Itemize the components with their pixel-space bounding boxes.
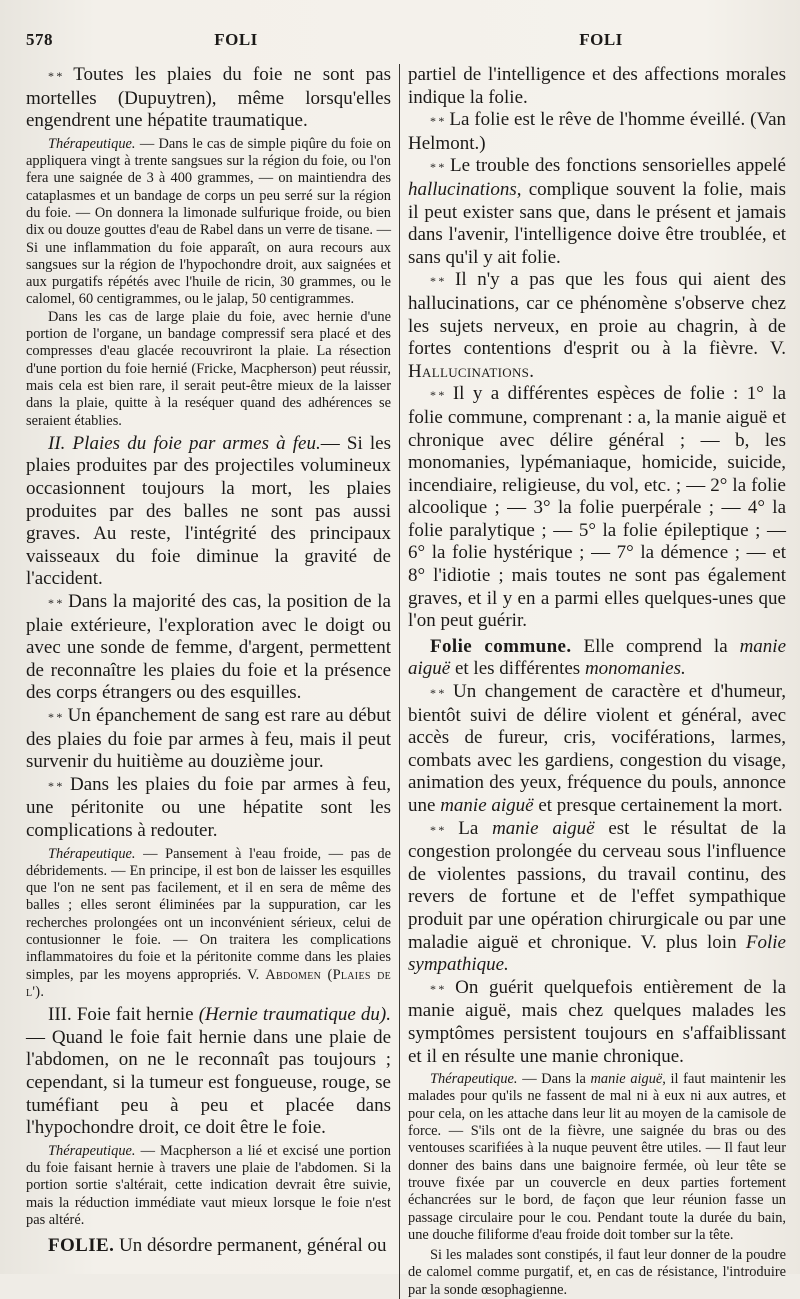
section-heading-paragraph: III. Foie fait hernie (Hernie traumatique du). — Quand le foie fait hernie dans une plaie de l'abdomen, on ne le reconnaît pas toujours ; cependant, si la tumeur est fongueuse, rouge, se tuméfiant peu à peu et placée dans l'hypochondre droit, ce doit être le foie. bbox=[26, 1004, 391, 1139]
paragraph: * * Un épanchement de sang est rare au début des plaies du foie par armes à feu, mais il peut survenir du huitième au douzième jour. bbox=[26, 704, 391, 773]
asterism-icon: * * bbox=[430, 686, 445, 701]
running-header bbox=[26, 30, 786, 56]
section-heading-paragraph: II. Plaies du foie par armes à feu.— Si les plaies produites par des projectiles volumineux occasionnent toujours la mort, les plaies produites par des balles ne sont pas aussi graves. Au reste, l'intégrité des principaux vaisseaux du foie diminue la gravité de l'accident. bbox=[26, 432, 392, 590]
paragraph: Si les malades sont constipés, il faut leur donner de la poudre de calomel comme purgatif, et, en cas de résistance, l'introduire par la sonde œsophagienne. bbox=[408, 1247, 786, 1298]
paragraph: Thérapeutique. — Dans la manie aiguë, il faut maintenir les malades pour qu'ils ne fassent de mal ni à eux ni aux autres, et pour cela, on les attache dans leur lit au moyen de la camisole de force. — S'ils ont de la fièvre, une saignée du bras ou des ventouses scarifiées à la nuque peuvent être utiles. — Il faut leur donner des bains dans une baignoire fermée, où leur tête se trouve fixée par un couvercle en deux parties fortement échancrées sur le bord, de façon que leur réunion fasse un passage circulaire pour le cou. Pendant toute la durée du bain, une douche filiforme d'eau froide doit tomber sur la tête. bbox=[408, 1071, 786, 1243]
paragraph: Dans les cas de large plaie du foie, avec hernie d'une portion de l'organe, un bandage compressif sera placé et des compresses d'eau glacée recouvriront la plaie. La résection d'une portion du foie hernié (Fricke, Macpherson) peut réussir, mais cela est bien rare, il serait peut-être mieux de la laisser dans la plaie, quitte à la reséquer quand des adhérences se seraient établies. bbox=[26, 308, 391, 429]
page-number: 578 bbox=[26, 30, 53, 49]
asterism-icon: * * bbox=[48, 709, 63, 724]
right-column bbox=[400, 64, 786, 1299]
cross-reference: Hallucinations. bbox=[408, 360, 535, 382]
cross-reference: Abdomen (Plaies de l'). bbox=[26, 966, 392, 1000]
right-running-head: FOLI bbox=[579, 30, 623, 49]
subentry-paragraph: Folie commune. Elle comprend la manie aiguë et les différentes monomanies. bbox=[408, 635, 787, 680]
asterism-icon: * * bbox=[48, 595, 63, 610]
entry-headword: FOLIE. bbox=[48, 1235, 115, 1257]
paragraph: partiel de l'intelligence et des affections morales indique la folie. bbox=[408, 64, 786, 108]
left-column bbox=[26, 64, 400, 1299]
asterism-icon: * * bbox=[430, 388, 445, 403]
paragraph: Thérapeutique. — Dans le cas de simple piqûre du foie on appliquera vingt à trente sangsues sur la région du foie, ou l'on fera une saignée de 3 à 400 grammes, — on maintiendra des cataplasmes et un bandage de corps un peu serré sur la région du foie. — On donnera la limonade sulfurique froide, ou bien dix ou douze gouttes d'eau de Rabel dans un verre de tisane. — Si une inflammation du foie apparaît, on aura recours aux sangsues sur la région de l'hypochondre droit, aux saignées et aux purgatifs répétés avec l'huile de ricin, 30 grammes, ou le calomel, 60 centigrammes, ou le jalap, 50 centigrammes. bbox=[26, 135, 391, 308]
left-running-head: FOLI bbox=[214, 30, 258, 49]
paragraph: * * Le trouble des fonctions sensorielles appelé hallucinations, complique souvent la folie, mais il peut exister sans que, dans le présent et jamais dans l'avenir, l'intelligence doive être troublée, et sans qu'il y ait folie. bbox=[408, 155, 786, 268]
subentry-headword: Folie commune. bbox=[430, 635, 572, 657]
asterism-icon: * * bbox=[430, 114, 445, 129]
two-column-body bbox=[26, 64, 786, 1299]
entry-heading-paragraph: FOLIE. Un désordre permanent, général ou bbox=[48, 1235, 387, 1257]
paragraph: * * Dans les plaies du foie par armes à feu, une péritonite ou une hépatite sont les complications à redouter. bbox=[26, 773, 392, 841]
asterism-icon: * * bbox=[430, 822, 445, 837]
paragraph: * * Il y a différentes espèces de folie : 1° la folie commune, comprenant : a, la manie aiguë et chronique avec délire général ; — b, les monomanies, lypémaniaque, homicide, suicide, incendiaire, religieuse, du vol, etc. ; — 2° la folie alcoolique ; — 3° la folie puerpérale ; — 4° la folie paralytique ; — 5° la folie épileptique ; — 6° la folie hystérique ; — 7° la démence ; — et 8° l'idiotie ; mais toutes ne sont pas également graves, et il y en a parmi elles quelques-unes que l'on peut guérir. bbox=[408, 383, 786, 632]
paragraph: Thérapeutique. — Macpherson a lié et excisé une portion du foie faisant hernie à travers une plaie de l'abdomen. Si la portion sortie s'altérait, cette indication devrait être suivie, mais la réduction immédiate vaut mieux lorsque le foie n'est pas altéré. bbox=[26, 1142, 391, 1228]
asterism-icon: * * bbox=[430, 274, 445, 289]
paragraph: * * Un changement de caractère et d'humeur, bientôt suivi de délire violent et général, avec accès de fureur, cris, vociférations, larmes, combats avec les gardiens, congestion du visage, animation des yeux, fréquence du pouls, annonce une manie aiguë et presque certainement la mort. bbox=[408, 681, 787, 816]
paragraph: * * Il n'y a pas que les fous qui aient des hallucinations, car ce phénomène s'observe chez les sujets nerveux, en proie au chagrin, à de fortes contentions d'esprit ou à la fièvre. V. Hallucinations. bbox=[408, 269, 786, 382]
paragraph: * * On guérit quelquefois entièrement de la manie aiguë, mais chez quelques malades les symptômes persistent toujours en s'affaiblissant et il en résulte une manie chronique. bbox=[408, 976, 786, 1067]
paragraph: Thérapeutique. — Pansement à l'eau froide, — pas de débridements. — En principe, il est bon de laisser les esquilles que l'on ne sent pas facilement, et il en sera de même des balles ; elles seront éliminées par la suppuration, car les recherches prolongées ont un inconvénient sérieux, celui de contusionner le foie. — On traitera les complications inflammatoires du foie et la péritonite comme dans les plaies simples, par les moyens appropriés. V. Abdomen (Plaies de l'). bbox=[26, 845, 392, 1000]
asterism-icon: * * bbox=[48, 778, 63, 793]
paragraph: * * La manie aiguë est le résultat de la congestion prolongée du cerveau sous l'influence de violentes passions, du travail continu, des revers de fortune et de l'effet sympathique produit par une opération chirurgicale ou par une maladie aiguë et chronique. V. plus loin Folie sympathique. bbox=[408, 817, 786, 976]
asterism-icon: * * bbox=[48, 69, 63, 83]
paragraph: * * Dans la majorité des cas, la position de la plaie extérieure, l'exploration avec le doigt ou avec une sonde de femme, d'argent, permettent de reconnaître les plaies du foie et la présence des corps étrangers ou des esquilles. bbox=[26, 590, 391, 704]
paragraph: * * La folie est le rêve de l'homme éveillé. (Van Helmont.) bbox=[408, 109, 787, 154]
asterism-icon: * * bbox=[430, 160, 445, 175]
paragraph: * * Toutes les plaies du foie ne sont pas mortelles (Dupuytren), même lorsqu'elles engendrent une hépatite traumatique. bbox=[26, 64, 391, 132]
asterism-icon: * * bbox=[430, 981, 445, 996]
